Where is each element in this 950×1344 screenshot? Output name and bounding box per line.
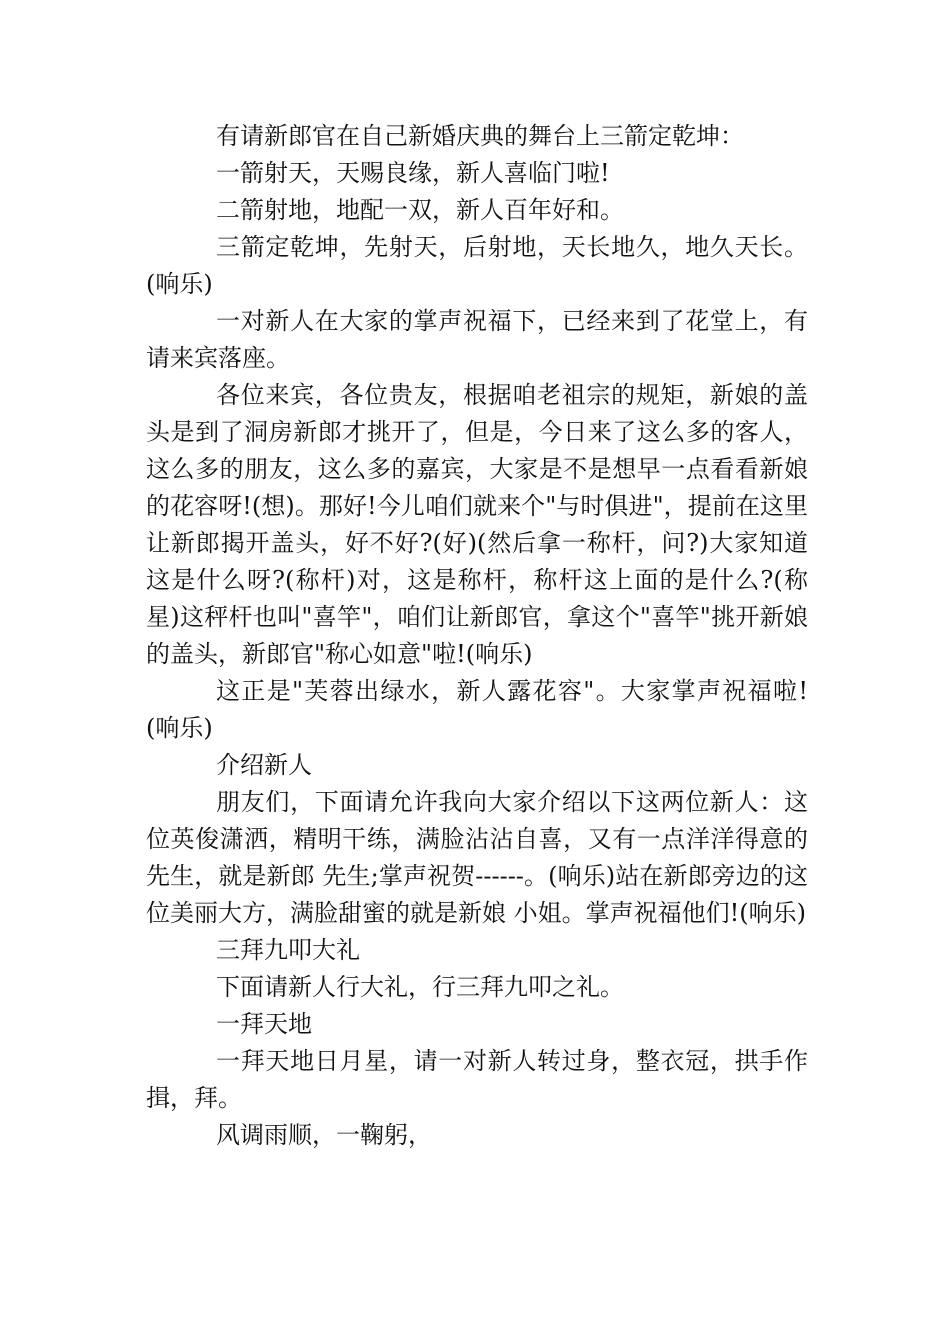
section-heading: 一拜天地 (216, 1010, 312, 1038)
paragraph: 下面请新人行大礼，行三拜九叩之礼。 (216, 973, 624, 1001)
paragraph: 各位来宾，各位贵友，根据咱老祖宗的规矩，新娘的盖头是到了洞房新郎才挑开了，但是，今日来了这么多的客人，这么多的朋友，这么多的嘉宾，大家是不是想早一点看看新娘的花容呀!(想)。那好!今儿咱们就来个"与时俱进"，提前在这里让新郎揭开盖头，好不好?(好)(然后拿一称杆，问?)大家知道这是什么呀?(称杆)对，这是称杆，称杆这上面的是什么?(称星)这秤杆也叫"喜竿"，咱们让新郎官，拿这个"喜竿"挑开新娘的盖头，新郎官"称心如意"啦!(响乐) (146, 381, 808, 668)
paragraph: 有请新郎官在自己新婚庆典的舞台上三箭定乾坤： (216, 122, 744, 150)
paragraph: 一对新人在大家的掌声祝福下，已经来到了花堂上，有请来宾落座。 (146, 307, 808, 372)
paragraph: 三箭定乾坤，先射天，后射地，天长地久，地久天长。(响乐) (146, 233, 808, 298)
paragraph: 一箭射天，天赐良缘，新人喜临门啦! (216, 159, 610, 187)
section-heading: 介绍新人 (216, 751, 312, 779)
paragraph: 朋友们，下面请允许我向大家介绍以下这两位新人：这位英俊潇洒，精明干练，满脸沾沾自喜，又有一点洋洋得意的先生，就是新郎 先生;掌声祝贺------。(响乐)站在新郎旁边的这位美丽大方，满脸甜蜜的就是新娘 小姐。掌声祝福他们!(响乐) (146, 788, 808, 927)
paragraph: 一拜天地日月星，请一对新人转过身，整衣冠，拱手作揖，拜。 (146, 1047, 808, 1112)
paragraph: 二箭射地，地配一双，新人百年好和。 (216, 196, 624, 224)
paragraph: 风调雨顺，一鞠躬， (216, 1121, 432, 1149)
paragraph: 这正是"芙蓉出绿水，新人露花容"。大家掌声祝福啦!(响乐) (146, 677, 808, 742)
section-heading: 三拜九叩大礼 (216, 936, 360, 964)
document-body (146, 118, 808, 1154)
